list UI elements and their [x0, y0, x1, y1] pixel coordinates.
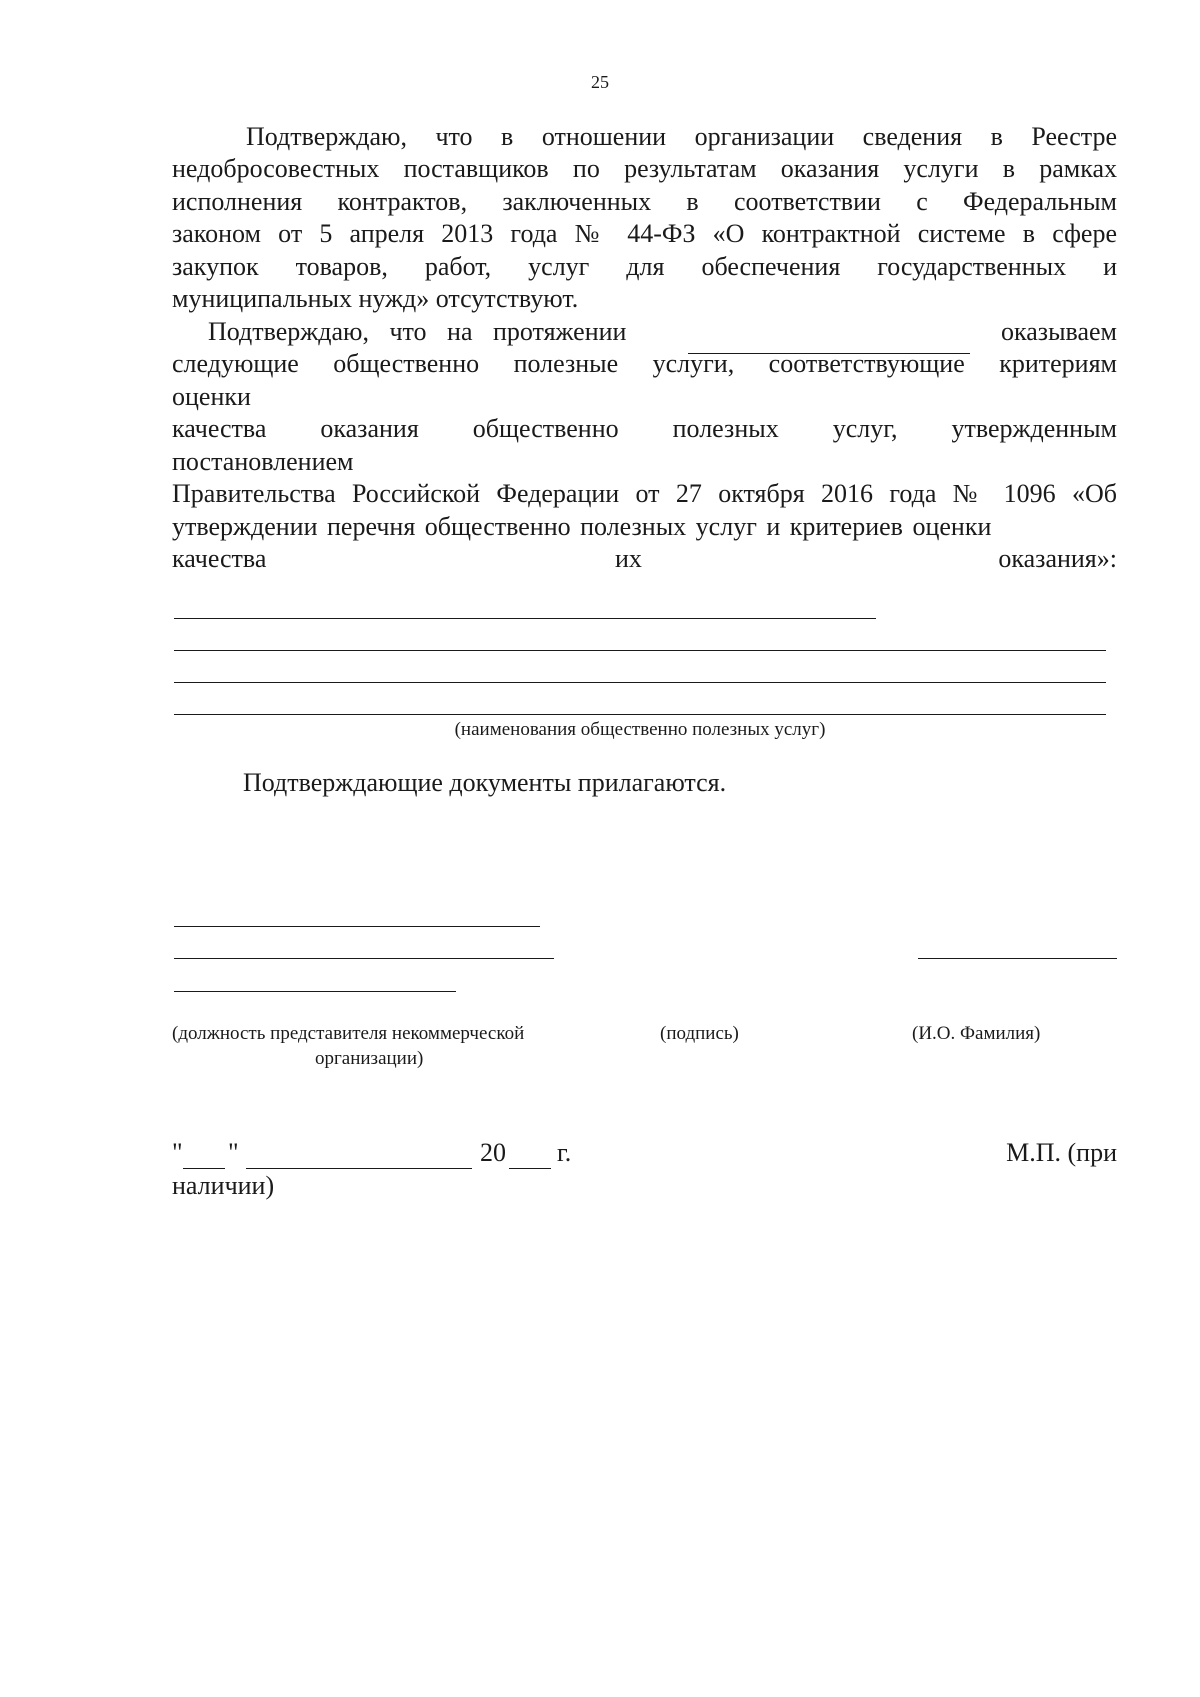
text-line: качества оказания общественно полезных услуг, утвержденным — [172, 414, 1117, 443]
text-line: законом от 5 апреля 2013 года № 44-ФЗ «О контрактной системе в сфере — [172, 219, 1117, 248]
caption-line: организации) — [315, 1048, 424, 1069]
stamp-label-continuation: наличии) — [172, 1171, 275, 1200]
text-line: утверждении перечня общественно полезных услуг и критериев оценки — [172, 512, 992, 541]
year-suffix: г. — [557, 1138, 572, 1167]
text-line: их — [615, 544, 642, 573]
stamp-label: М.П. (при — [1006, 1138, 1117, 1167]
month-input-line[interactable] — [246, 1168, 472, 1169]
services-input-line[interactable] — [174, 650, 1106, 651]
text-line: оценки — [172, 382, 251, 411]
year-prefix: 20 — [480, 1138, 506, 1167]
quote-mark: " — [228, 1138, 239, 1167]
position-input-line[interactable] — [174, 991, 456, 992]
services-input-line[interactable] — [174, 682, 1106, 683]
quote-mark: " — [172, 1138, 183, 1167]
text-line: качества — [172, 544, 267, 573]
caption-line: (должность представителя некоммерческой — [172, 1023, 525, 1044]
services-input-line[interactable] — [174, 618, 876, 619]
position-input-line[interactable] — [174, 926, 540, 927]
text-line: муниципальных нужд» отсутствуют. — [172, 284, 579, 313]
text-line: недобросовестных поставщиков по результатам оказания услуги в рамках — [172, 154, 1117, 183]
name-caption: (И.О. Фамилия) — [912, 1023, 1041, 1044]
signature-caption: (подпись) — [660, 1023, 739, 1044]
page-number: 25 — [591, 72, 609, 92]
services-caption: (наименования общественно полезных услуг) — [454, 719, 826, 740]
text-line — [208, 316, 758, 349]
text-line: следующие общественно полезные услуги, соответствующие критериям — [172, 349, 1117, 378]
day-input-line[interactable] — [183, 1168, 225, 1169]
text-line: оказания»: — [998, 544, 1117, 573]
name-input-line[interactable] — [918, 958, 1117, 959]
services-input-line[interactable] — [174, 714, 1106, 715]
attachments-statement: Подтверждающие документы прилагаются. — [243, 768, 727, 797]
position-input-line[interactable] — [174, 958, 554, 959]
text-fragment: Подтверждаю, что на протяжении — [208, 317, 627, 346]
text-line: закупок товаров, работ, услуг для обеспечения государственных и — [172, 252, 1117, 281]
text-line: оказываем — [1001, 317, 1117, 346]
text-line: исполнения контрактов, заключенных в соответствии с Федеральным — [172, 187, 1117, 216]
text-line: Подтверждаю, что в отношении организации сведения в Реестре — [246, 122, 1117, 151]
text-line: постановлением — [172, 447, 354, 476]
position-caption — [172, 1021, 612, 1071]
year-input-line[interactable] — [509, 1168, 551, 1169]
text-line: Правительства Российской Федерации от 27 октября 2016 года № 1096 «Об — [172, 479, 1117, 508]
